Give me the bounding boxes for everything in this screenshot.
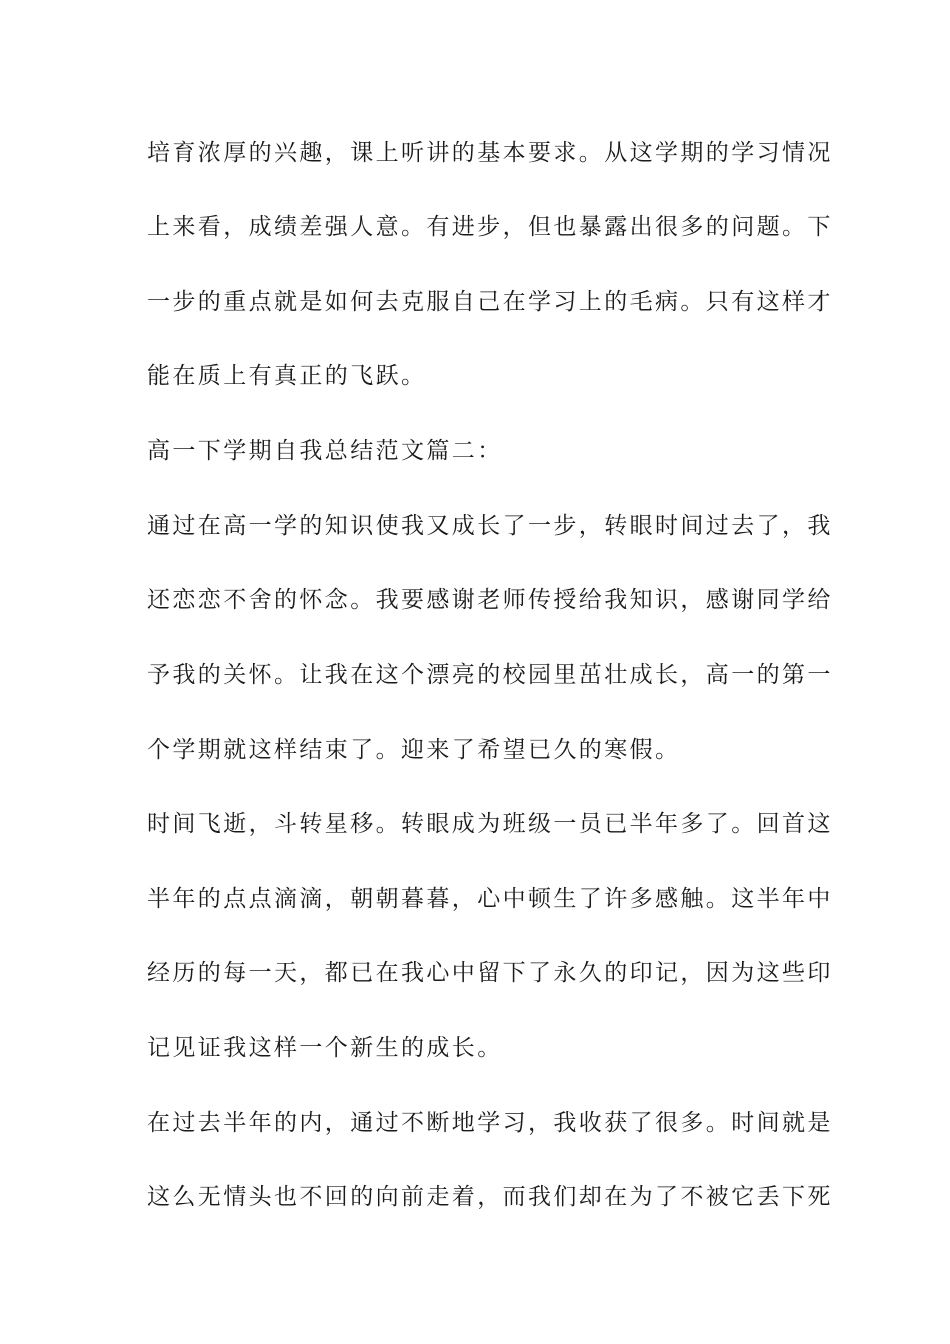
text-line: 能在质上有真正的飞跃。: [147, 363, 427, 389]
text-line: 一步的重点就是如何去克服自己在学习上的毛病。只有这样才: [147, 289, 833, 315]
text-line: 予我的关怀。让我在这个漂亮的校园里茁壮成长，高一的第一: [147, 662, 833, 688]
text-line: 在过去半年的内，通过不断地学习，我收获了很多。时间就是: [147, 1110, 833, 1136]
text-line: 记见证我这样一个新生的成长。: [147, 1035, 503, 1061]
text-line: 经历的每一天，都已在我心中留下了永久的印记，因为这些印: [147, 960, 833, 986]
text-line: 半年的点点滴滴，朝朝暮暮，心中顿生了许多感触。这半年中: [147, 886, 833, 912]
section-heading: 高一下学期自我总结范文篇二：: [147, 438, 503, 464]
text-line: 培育浓厚的兴趣，课上听讲的基本要求。从这学期的学习情况: [147, 140, 833, 166]
text-line: 上来看，成绩差强人意。有进步，但也暴露出很多的问题。下: [147, 214, 833, 240]
text-line: 时间飞逝，斗转星移。转眼成为班级一员已半年多了。回首这: [147, 811, 833, 837]
text-line: 通过在高一学的知识使我又成长了一步，转眼时间过去了，我: [147, 513, 833, 539]
text-line: 还恋恋不舍的怀念。我要感谢老师传授给我知识，感谢同学给: [147, 587, 833, 613]
text-line: 个学期就这样结束了。迎来了希望已久的寒假。: [147, 737, 681, 763]
text-line: 这么无情头也不回的向前走着，而我们却在为了不被它丢下死: [147, 1184, 833, 1210]
